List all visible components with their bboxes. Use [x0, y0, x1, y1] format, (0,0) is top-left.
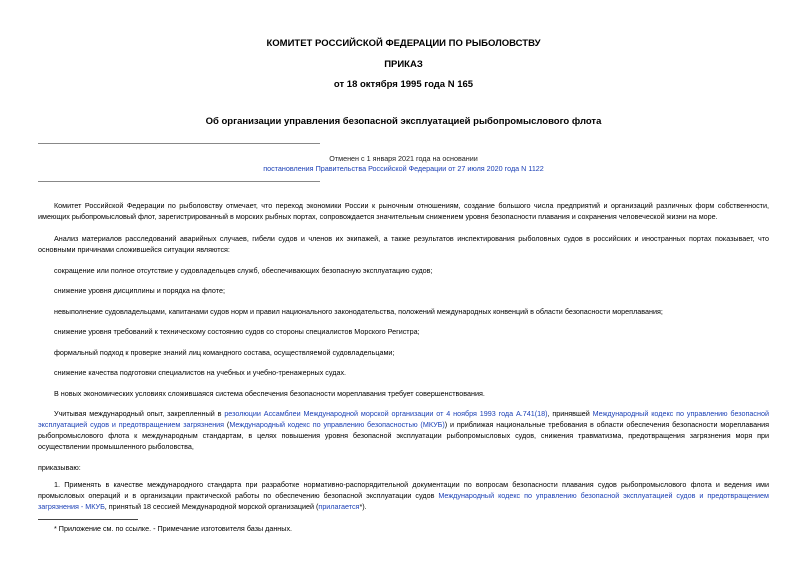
document-title: Об организации управления безопасной эксплуатацией рыбопромыслового флота [205, 116, 602, 127]
paragraph-2: Анализ материалов расследований аварийных случаев, гибели судов и членов их экипажей, а также результатов инспектирования рыболовных судов в российских и иностранных портах показывает, что основными причинами сложившейся ситуации являются: [38, 234, 769, 254]
ism-code-link[interactable]: Международный кодекс по управлению безопасной эксплуатацией судов и предотвращением загрязнения [38, 409, 769, 429]
repeal-note: Отменен с 1 января 2021 года на основании [329, 154, 478, 163]
top-divider [38, 143, 320, 144]
paragraph-4: Учитывая международный опыт, закрепленный в резолюции Ассамблеи Международной морской организации от 4 ноября 1993 года А.741(18), принявшей Международный кодекс по управлению безопасной эксплуатацией судов и предотвращением загрязнения (Международный кодекс по управлению безопасностью (МКУБ)) и приближая национальные требования в области обеспечения безопасности мореплавания рыбопромыслового флота к международным стандартам, в целях повышения уровня безопасной эксплуатации рыбопромысловых судов, снижения травматизма, предотвращения загрязнения моря при осуществлении промышленного рыболовства, [38, 409, 770, 451]
list-item: формальный подход к проверке знаний лиц командного состава, осуществляемой судовладельцами; [54, 348, 395, 357]
resolution-link[interactable]: резолюции Ассамблеи Международной морской организации от 4 ноября 1993 года А.741(18) [224, 409, 548, 418]
ism-code-mkub-link[interactable]: Международный кодекс по управлению безопасной эксплуатацией судов и предотвращением загрязнения - МКУБ [38, 491, 769, 511]
order-word: приказываю: [38, 463, 81, 472]
list-item: сокращение или полное отсутствие у судовладельцев служб, обеспечивающих безопасную эксплуатацию судов; [54, 266, 433, 275]
list-item: снижение уровня требований к техническому состоянию судов со стороны специалистов Морского Регистра; [54, 327, 420, 336]
attachment-link[interactable]: прилагается [318, 502, 360, 511]
mkub-link[interactable]: Международный кодекс по управлению безопасностью (МКУБ) [229, 420, 445, 429]
repeal-link[interactable]: постановления Правительства Российской Федерации от 27 июля 2020 года N 1122 [263, 164, 544, 173]
list-item: снижение качества подготовки специалистов на учебных и учебно-тренажерных судах. [54, 368, 347, 377]
org-heading: КОМИТЕТ РОССИЙСКОЙ ФЕДЕРАЦИИ ПО РЫБОЛОВСТВУ [266, 38, 541, 49]
paragraph-1: Комитет Российской Федерации по рыболовству отмечает, что переход экономики России к рыночным отношениям, создание большого числа предприятий и организаций различных форм собственности, имеющих рыбопромысловый флот, зарегистрированный в морских рыбных портах, сопровождается значительным снижением уровня безопасности плавания и сохранения человеческой жизни на море. [38, 201, 769, 221]
bottom-divider [38, 181, 320, 182]
footnote: * Приложение см. по ссылке. - Примечание изготовителя базы данных. [54, 524, 293, 533]
doc-type-heading: ПРИКАЗ [384, 59, 423, 70]
list-item: снижение уровня дисциплины и порядка на флоте; [54, 286, 225, 295]
footnote-divider [38, 519, 138, 520]
paragraph-3: В новых экономических условиях сложившаяся система обеспечения безопасности мореплавания требует совершенствования. [54, 389, 485, 398]
list-item: невыполнение судовладельцами, капитанами судов норм и правил национального законодательства, положений международных конвенций в области безопасности мореплавания; [54, 307, 663, 316]
date-number-heading: от 18 октября 1995 года N 165 [333, 79, 474, 90]
paragraph-5: 1. Применять в качестве международного стандарта при разработке нормативно-распорядительной документации по вопросам безопасности плавания судов рыбопромыслового флота и ведения ими промысловых операций и в организации практической работы по обеспечению безопасной эксплуатации судов Международный кодекс по управлению безопасной эксплуатацией судов и предотвращением загрязнения - МКУБ, принятый 18 сессией Международной морской организацией (прилагается*). [38, 480, 769, 511]
